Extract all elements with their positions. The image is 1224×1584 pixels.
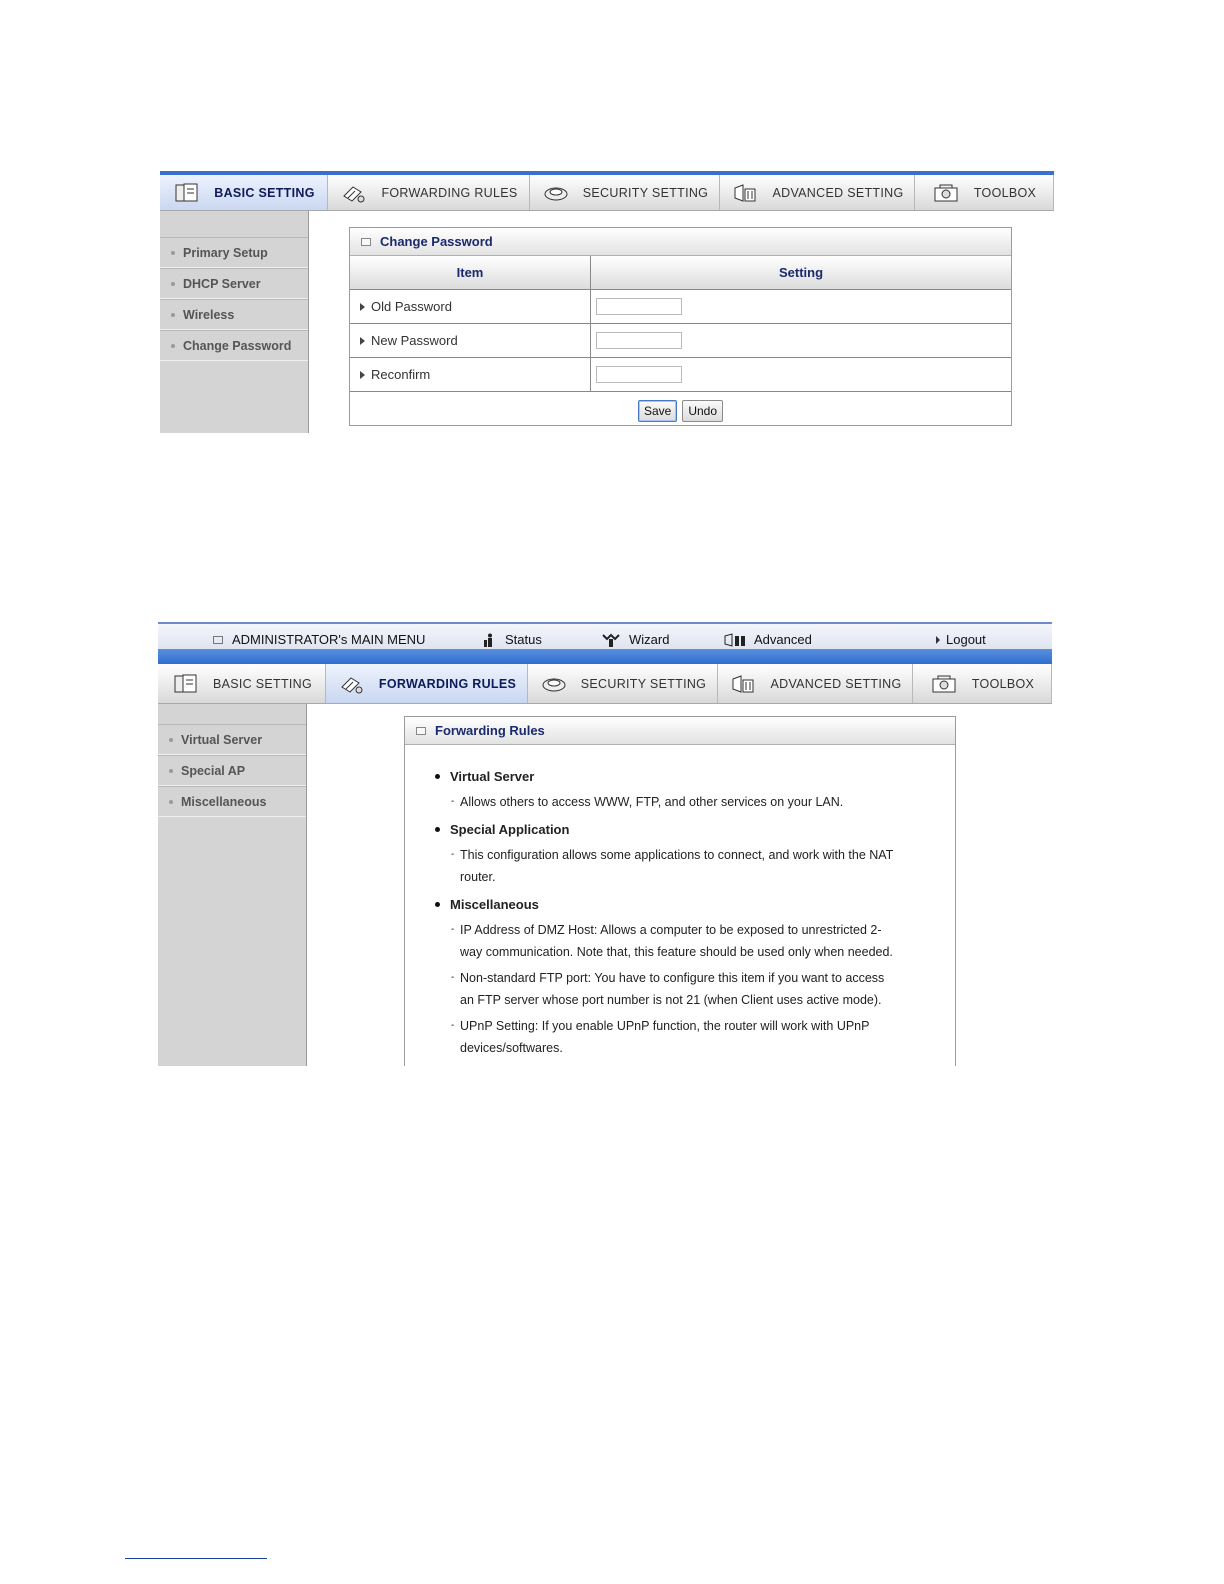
panel-header-icon [361, 238, 371, 246]
tab-advanced-setting[interactable] [720, 175, 915, 210]
sidebar-item-dhcp-server[interactable]: DHCP Server [160, 268, 308, 299]
arrow-right-icon [360, 371, 365, 379]
main-tab-bar [160, 171, 1054, 211]
sidebar-item-miscellaneous[interactable]: Miscellaneous [158, 786, 306, 817]
sidebar [160, 211, 309, 433]
tab-label: FORWARDING RULES [381, 185, 518, 200]
tab-forwarding-rules[interactable] [326, 664, 528, 703]
forwarding-rules-description [405, 745, 955, 1059]
wizard-link[interactable]: Wizard [601, 632, 669, 647]
forwarding-rules-panel [404, 716, 956, 1066]
tab-advanced-setting[interactable] [718, 664, 913, 703]
tab-label: SECURITY SETTING [582, 185, 709, 200]
table-row [350, 358, 1011, 392]
undo-button[interactable]: Undo [682, 400, 723, 422]
sidebar-item-primary-setup[interactable]: Primary Setup [160, 237, 308, 268]
bullet-icon [171, 344, 175, 348]
tab-label: ADVANCED SETTING [772, 185, 904, 200]
table-row [350, 324, 1011, 358]
header-blue-strip [158, 649, 1052, 664]
section-item: - Non-standard FTP port: You have to configure this item if you want to access an FTP server whose port number is not 21 (when Client uses active mode). [451, 971, 885, 1007]
sidebar-item-wireless[interactable]: Wireless [160, 299, 308, 330]
row-label: New Password [371, 333, 458, 348]
tab-basic-setting[interactable] [160, 175, 328, 210]
panel-header-icon [416, 727, 426, 735]
bullet-icon [171, 251, 175, 255]
tab-label: TOOLBOX [971, 676, 1035, 691]
tab-security-setting[interactable] [528, 664, 718, 703]
admin-menu-title: ADMINISTRATOR's MAIN MENU [213, 632, 425, 647]
tab-security-setting[interactable] [530, 175, 720, 210]
status-link[interactable]: Status [484, 632, 542, 647]
section-heading: Miscellaneous [435, 892, 955, 916]
advanced-link[interactable]: Advanced [724, 632, 812, 647]
save-button[interactable]: Save [638, 400, 677, 422]
advanced-setting-icon [731, 182, 761, 204]
section-heading: Special Application [435, 817, 955, 841]
toolbox-icon [930, 673, 960, 695]
panel-title: Change Password [380, 234, 493, 249]
tab-label: TOOLBOX [973, 185, 1037, 200]
menu-square-icon [213, 636, 223, 644]
panel-header [405, 717, 955, 745]
bullet-icon [435, 827, 440, 832]
bullet-icon [435, 774, 440, 779]
reconfirm-password-input[interactable] [596, 366, 682, 383]
tab-toolbox[interactable] [915, 175, 1054, 210]
section-item: - IP Address of DMZ Host: Allows a computer to be exposed to unrestricted 2-way communication. Note that, this feature should be used only when needed. [451, 923, 893, 959]
admin-menu-bar [158, 622, 1052, 649]
basic-setting-icon [172, 182, 202, 204]
section-item: - Allows others to access WWW, FTP, and other services on your LAN. [451, 795, 844, 809]
advanced-setting-icon [729, 673, 759, 695]
sidebar [158, 704, 307, 1066]
change-password-panel [349, 227, 1012, 426]
security-setting-icon [541, 182, 571, 204]
tab-forwarding-rules[interactable] [328, 175, 530, 210]
arrow-right-icon [360, 337, 365, 345]
row-label: Old Password [371, 299, 452, 314]
bullet-icon [171, 282, 175, 286]
bullet-icon [169, 738, 173, 742]
footnote-rule [125, 1558, 267, 1559]
tab-label: BASIC SETTING [212, 676, 313, 691]
section-heading: Virtual Server [435, 764, 955, 788]
basic-setting-icon [171, 673, 201, 695]
tab-toolbox[interactable] [913, 664, 1052, 703]
section-item: - This configuration allows some applications to connect, and work with the NAT router. [451, 848, 894, 884]
advanced-icon [724, 633, 748, 647]
toolbox-icon [932, 182, 962, 204]
column-header-setting: Setting [591, 256, 1012, 290]
sidebar-item-virtual-server[interactable]: Virtual Server [158, 724, 306, 755]
forwarding-rules-icon [337, 673, 367, 695]
tab-label: BASIC SETTING [214, 185, 315, 200]
change-password-screenshot [160, 171, 1054, 433]
security-setting-icon [539, 673, 569, 695]
arrow-right-icon [360, 303, 365, 311]
tab-label: ADVANCED SETTING [770, 676, 902, 691]
tab-label: FORWARDING RULES [378, 676, 517, 691]
main-tab-bar [158, 664, 1052, 704]
tab-basic-setting[interactable] [158, 664, 326, 703]
new-password-input[interactable] [596, 332, 682, 349]
panel-header [350, 228, 1011, 256]
old-password-input[interactable] [596, 298, 682, 315]
status-icon [484, 633, 496, 647]
arrow-right-icon [936, 636, 940, 644]
section-item: - UPnP Setting: If you enable UPnP function, the router will work with UPnP devices/softwares. [451, 1019, 870, 1055]
table-row [350, 290, 1011, 324]
button-row [350, 392, 1011, 430]
password-table [350, 256, 1011, 392]
column-header-item: Item [350, 256, 591, 290]
wizard-icon [601, 633, 621, 647]
bullet-icon [169, 769, 173, 773]
forwarding-rules-screenshot [158, 622, 1052, 1066]
bullet-icon [435, 902, 440, 907]
panel-title: Forwarding Rules [435, 723, 545, 738]
logout-link[interactable]: Logout [936, 632, 986, 647]
tab-label: SECURITY SETTING [580, 676, 707, 691]
sidebar-item-change-password[interactable]: Change Password [160, 330, 308, 361]
bullet-icon [171, 313, 175, 317]
forwarding-rules-icon [339, 182, 369, 204]
row-label: Reconfirm [371, 367, 431, 382]
bullet-icon [169, 800, 173, 804]
sidebar-item-special-ap[interactable]: Special AP [158, 755, 306, 786]
